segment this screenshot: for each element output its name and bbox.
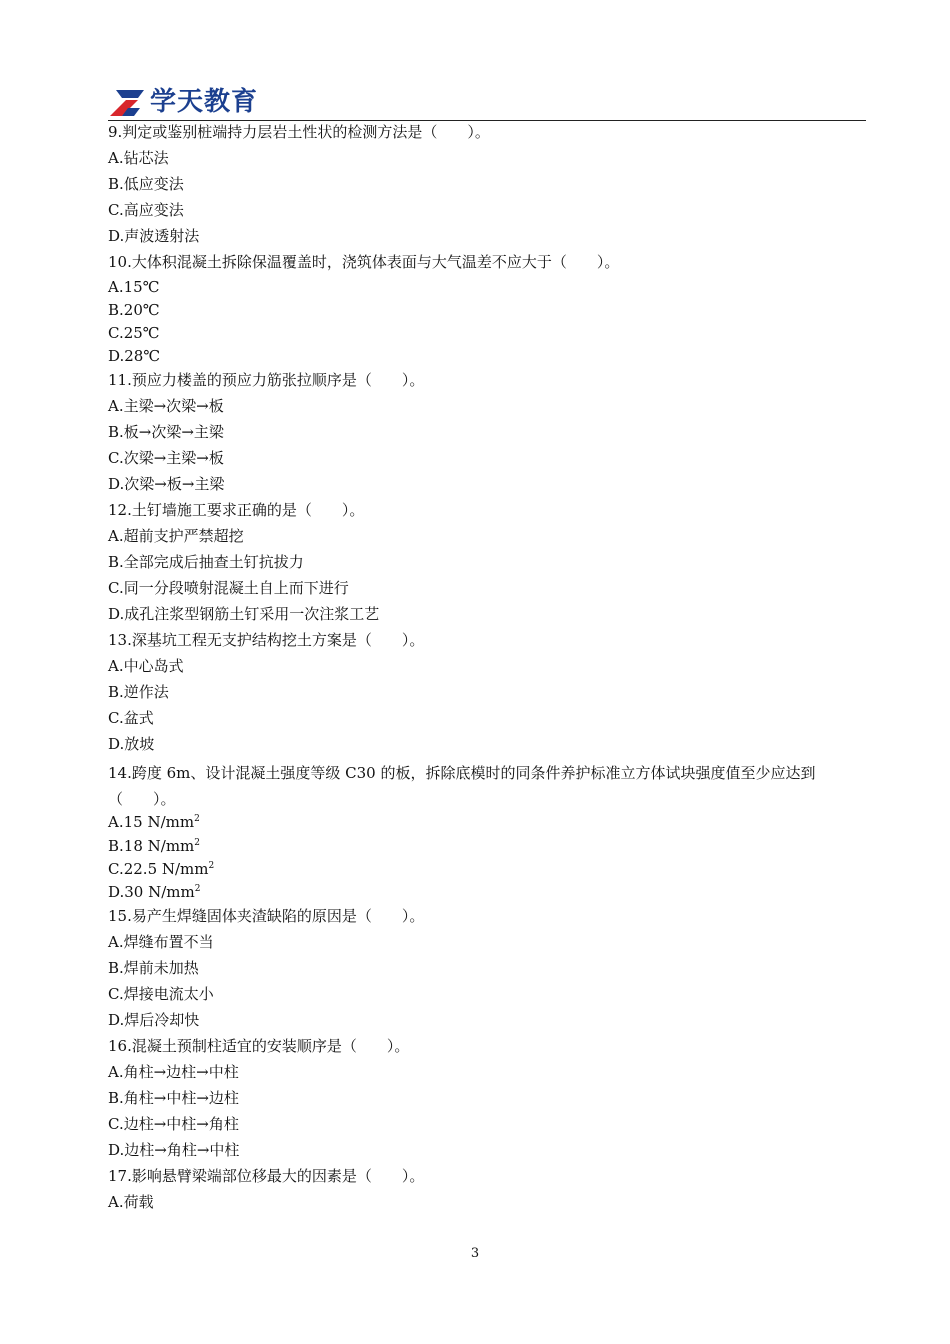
option: A.中心岛式 — [108, 657, 184, 675]
option: C.同一分段喷射混凝土自上而下进行 — [108, 579, 349, 597]
option: C.盆式 — [108, 709, 154, 727]
option: B.20℃ — [108, 301, 160, 319]
option — [108, 882, 200, 902]
option-text: A.15 N/mm — [108, 813, 195, 831]
logo — [108, 84, 258, 120]
header-rule — [108, 120, 866, 121]
logo-text: 学天教育 — [150, 87, 259, 117]
option: C.25℃ — [108, 324, 160, 342]
option: D.28℃ — [108, 347, 161, 365]
question-stem: 16.混凝土预制柱适宜的安装顺序是（ ）。 — [108, 1037, 410, 1055]
option — [108, 836, 200, 856]
option: D.成孔注浆型钢筋土钉采用一次注浆工艺 — [108, 605, 380, 623]
option — [108, 859, 214, 879]
superscript: 2 — [194, 838, 201, 848]
option: D.边柱→角柱→中柱 — [108, 1141, 240, 1159]
question-stem: 13.深基坑工程无支护结构挖土方案是（ ）。 — [108, 631, 425, 649]
page-header — [108, 84, 866, 122]
logo-mark-icon — [108, 86, 148, 118]
question-stem: 10.大体积混凝土拆除保温覆盖时，浇筑体表面与大气温差不应大于（ ）。 — [108, 253, 620, 271]
option: C.次梁→主梁→板 — [108, 449, 224, 467]
question-stem: 12.土钉墙施工要求正确的是（ ）。 — [108, 501, 365, 519]
superscript: 2 — [208, 861, 215, 871]
option: C.焊接电流太小 — [108, 985, 214, 1003]
option: D.声波透射法 — [108, 227, 200, 245]
superscript: 2 — [194, 814, 200, 824]
option-text: D.30 N/mm — [108, 883, 195, 901]
question-stem: 14.跨度 6m、设计混凝土强度等级 C30 的板，拆除底模时的同条件养护标准立方体试块强度值至少应达到（ ）。 — [108, 764, 816, 808]
option: A.荷载 — [108, 1193, 154, 1211]
option: D.放坡 — [108, 735, 155, 753]
option: A.超前支护严禁超挖 — [108, 527, 244, 545]
option: D.焊后冷却快 — [108, 1011, 200, 1029]
option: A.钻芯法 — [108, 149, 169, 167]
option-text: C.22.5 N/mm — [108, 860, 209, 878]
option: B.逆作法 — [108, 683, 169, 701]
question-stem: 11.预应力楼盖的预应力筋张拉顺序是（ ）。 — [108, 371, 425, 389]
option-text: B.18 N/mm — [108, 837, 195, 855]
option: D.次梁→板→主梁 — [108, 475, 225, 493]
page-number: 3 — [470, 1246, 480, 1261]
question-stem: 9.判定或鉴别桩端持力层岩土性状的检测方法是（ ）。 — [108, 123, 490, 141]
option: B.角柱→中柱→边柱 — [108, 1089, 239, 1107]
option: C.边柱→中柱→角柱 — [108, 1115, 239, 1133]
option — [108, 812, 200, 832]
option: A.15℃ — [108, 278, 160, 296]
superscript: 2 — [194, 884, 201, 894]
option: A.焊缝布置不当 — [108, 933, 214, 951]
option: A.主梁→次梁→板 — [108, 397, 224, 415]
option: B.全部完成后抽查土钉抗拔力 — [108, 553, 304, 571]
option: B.板→次梁→主梁 — [108, 423, 224, 441]
option: B.焊前未加热 — [108, 959, 199, 977]
question-stem: 15.易产生焊缝固体夹渣缺陷的原因是（ ）。 — [108, 907, 425, 925]
option: A.角柱→边柱→中柱 — [108, 1063, 239, 1081]
option: B.低应变法 — [108, 175, 184, 193]
option: C.高应变法 — [108, 201, 184, 219]
question-stem: 17.影响悬臂梁端部位移最大的因素是（ ）。 — [108, 1167, 425, 1185]
